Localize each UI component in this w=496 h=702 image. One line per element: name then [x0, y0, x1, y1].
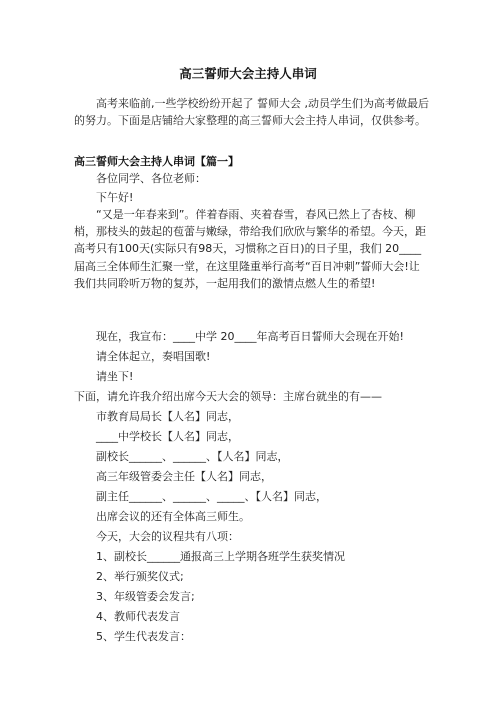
text-line: ____中学校长【人名】同志，: [96, 430, 239, 443]
text-line: 出席会议的还有全体高三师生。: [96, 510, 250, 523]
text-line: 请坐下!: [96, 370, 134, 383]
text-line: 下面，请允许我介绍出席今天大会的领导：主席台就坐的有——: [74, 390, 382, 403]
greeting-line: 各位同学、各位老师：: [96, 172, 206, 185]
text-line: 高三年级管委会主任【人名】同志，: [96, 470, 272, 483]
list-item: 5、学生代表发言：: [96, 630, 191, 643]
opening-paragraph: “又是一年春来到”。伴着春雨、夹着春雪，春风已然上了杏枝、柳梢，那枝头的鼓起的苞蕾与嫩绿，带给我们欣欣与繁华的希望。今天，距高考只有100天(实际只有98天，习惯称之百日)的日子里，我们 20____届高三全体师生汇聚一堂，在这里隆重举行高考“百日冲刺”誓师大会!让我们共同聆听万物的复苏，一起用我们的激情点燃人生的希望!: [74, 208, 426, 290]
intro-paragraph: 高考来临前,一些学校纷纷开起了 誓师大会 ,动员学生们为高考做最后的努力。下面是店铺给大家整理的高三誓师大会主持人串词，仅供参考。: [74, 97, 429, 128]
list-item: 4、教师代表发言: [96, 610, 180, 623]
text-line: 副主任______、______、_____、【人名】同志，: [96, 490, 327, 503]
text-line: 现在，我宣布：____中学 20____年高考百日誓师大会现在开始!: [96, 330, 404, 343]
text-line: 请全体起立，奏唱国歌!: [96, 350, 211, 363]
document-title: 高三誓师大会主持人串词: [179, 66, 317, 81]
list-item: 1、副校长______通报高三上学期各班学生获奖情况: [96, 550, 345, 563]
text-line: 今天，大会的议程共有八项：: [96, 530, 239, 543]
list-item: 2、举行颁奖仪式;: [96, 570, 184, 583]
text-line: 市教育局局长【人名】同志，: [96, 410, 239, 423]
list-item: 3、年级管委会发言;: [96, 590, 195, 603]
section-heading: 高三誓师大会主持人串词【篇一】: [74, 155, 239, 168]
good-afternoon-line: 下午好!: [96, 191, 134, 204]
text-line: 副校长______、______、【人名】同志，: [96, 450, 289, 463]
